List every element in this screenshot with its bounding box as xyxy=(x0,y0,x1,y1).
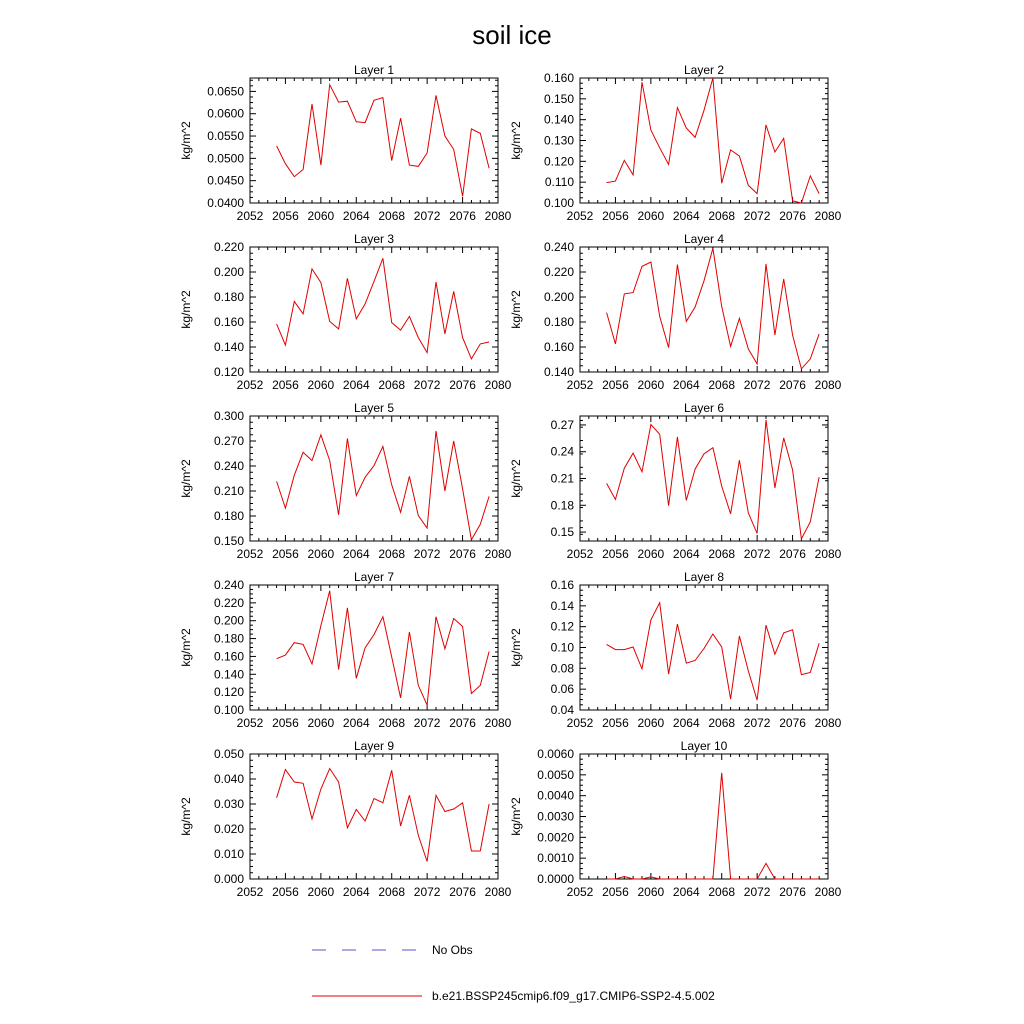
chart-panel-layer-3 xyxy=(179,232,512,392)
x-tick-label: 2076 xyxy=(779,547,806,561)
y-tick-label: 0.180 xyxy=(213,509,244,523)
panel-title: Layer 6 xyxy=(683,401,725,415)
y-tick-label: 0.0450 xyxy=(207,173,244,188)
x-tick-label: 2072 xyxy=(413,209,441,223)
x-tick-label: 2056 xyxy=(272,885,299,899)
x-tick-label: 2064 xyxy=(672,378,700,392)
x-tick-label: 2068 xyxy=(708,716,736,730)
x-tick-label: 2052 xyxy=(566,378,594,392)
y-tick-label: 0.21 xyxy=(550,471,574,486)
x-tick-label: 2052 xyxy=(236,716,264,730)
x-tick-label: 2080 xyxy=(484,885,512,899)
y-tick-label: 0.140 xyxy=(213,667,244,682)
y-tick-label: 0.140 xyxy=(543,112,574,127)
y-tick-label: 0.000 xyxy=(213,872,244,886)
panel-title: Layer 1 xyxy=(353,63,395,77)
plot-frame xyxy=(250,247,498,372)
y-axis-label: kg/m^2 xyxy=(179,459,193,498)
y-tick-label: 0.150 xyxy=(543,91,574,106)
x-tick-label: 2072 xyxy=(413,716,441,730)
y-axis-label: kg/m^2 xyxy=(179,290,193,329)
y-tick-label: 0.0060 xyxy=(537,747,574,761)
legend-label-model: b.e21.BSSP245cmip6.f09_g17.CMIP6-SSP2-4.5.002 xyxy=(432,989,715,1003)
y-tick-label: 0.200 xyxy=(213,265,244,279)
series-line xyxy=(607,78,820,203)
x-tick-label: 2068 xyxy=(708,378,736,392)
y-tick-label: 0.0020 xyxy=(537,830,574,845)
figure-title: soil ice xyxy=(472,20,552,50)
y-tick-label: 0.120 xyxy=(213,685,244,700)
x-tick-label: 2068 xyxy=(378,378,406,392)
y-tick-label: 0.160 xyxy=(543,71,574,85)
x-tick-label: 2076 xyxy=(779,378,806,392)
x-tick-label: 2060 xyxy=(637,378,665,392)
panel-title: Layer 4 xyxy=(683,232,725,246)
y-tick-label: 0.180 xyxy=(213,290,244,304)
y-tick-label: 0.180 xyxy=(213,631,244,646)
y-tick-label: 0.14 xyxy=(550,598,574,613)
series-line xyxy=(277,769,490,862)
y-tick-label: 0.020 xyxy=(213,822,244,836)
chart-panel-layer-6 xyxy=(509,401,842,561)
y-tick-label: 0.180 xyxy=(543,315,574,329)
y-tick-label: 0.030 xyxy=(213,797,244,811)
x-tick-label: 2056 xyxy=(602,885,629,899)
series-line xyxy=(607,420,820,539)
x-tick-label: 2076 xyxy=(779,716,806,730)
y-tick-label: 0.270 xyxy=(213,434,244,448)
y-tick-label: 0.160 xyxy=(543,340,574,354)
x-tick-label: 2080 xyxy=(814,885,842,899)
y-tick-label: 0.24 xyxy=(550,444,574,459)
chart-panel-layer-1 xyxy=(179,63,512,223)
y-tick-label: 0.160 xyxy=(213,649,244,664)
x-tick-label: 2080 xyxy=(484,716,512,730)
x-tick-label: 2076 xyxy=(449,209,476,223)
x-tick-label: 2060 xyxy=(307,547,335,561)
x-tick-label: 2068 xyxy=(378,547,406,561)
x-tick-label: 2080 xyxy=(814,209,842,223)
y-tick-label: 0.04 xyxy=(550,703,574,717)
y-tick-label: 0.0030 xyxy=(537,809,574,824)
x-tick-label: 2052 xyxy=(566,547,594,561)
panel-title: Layer 3 xyxy=(353,232,395,246)
x-tick-label: 2056 xyxy=(272,378,299,392)
y-tick-label: 0.15 xyxy=(550,525,574,540)
y-tick-label: 0.16 xyxy=(550,578,574,592)
y-tick-label: 0.300 xyxy=(213,409,244,423)
series-line xyxy=(607,248,820,369)
y-tick-label: 0.220 xyxy=(543,265,574,279)
y-axis-label: kg/m^2 xyxy=(509,459,523,498)
x-tick-label: 2060 xyxy=(637,885,665,899)
x-tick-label: 2080 xyxy=(814,716,842,730)
x-tick-label: 2056 xyxy=(602,209,629,223)
y-tick-label: 0.10 xyxy=(550,640,574,655)
x-tick-label: 2068 xyxy=(708,885,736,899)
plot-frame xyxy=(250,585,498,710)
y-tick-label: 0.0000 xyxy=(537,872,574,886)
chart-panel-layer-5 xyxy=(179,401,512,561)
y-tick-label: 0.0650 xyxy=(207,84,244,99)
x-tick-label: 2060 xyxy=(307,716,335,730)
x-tick-label: 2060 xyxy=(307,209,335,223)
x-tick-label: 2080 xyxy=(814,378,842,392)
y-axis-label: kg/m^2 xyxy=(179,628,193,667)
x-tick-label: 2068 xyxy=(708,547,736,561)
chart-panel-layer-2 xyxy=(509,63,842,223)
x-tick-label: 2052 xyxy=(566,716,594,730)
x-tick-label: 2056 xyxy=(602,716,629,730)
y-axis-label: kg/m^2 xyxy=(179,797,193,836)
y-tick-label: 0.210 xyxy=(213,484,244,498)
x-tick-label: 2052 xyxy=(236,209,264,223)
plot-frame xyxy=(580,78,828,203)
x-tick-label: 2076 xyxy=(449,378,476,392)
chart-panel-layer-9 xyxy=(179,739,512,899)
series-line xyxy=(277,431,490,540)
x-tick-label: 2064 xyxy=(672,547,700,561)
y-tick-label: 0.140 xyxy=(213,340,244,354)
x-tick-label: 2072 xyxy=(413,547,441,561)
y-tick-label: 0.130 xyxy=(543,133,574,148)
series-line xyxy=(607,773,820,879)
y-tick-label: 0.100 xyxy=(213,703,244,717)
y-tick-label: 0.200 xyxy=(543,290,574,304)
y-tick-label: 0.240 xyxy=(213,459,244,473)
x-tick-label: 2064 xyxy=(342,547,370,561)
panel-title: Layer 2 xyxy=(683,63,725,77)
x-tick-label: 2072 xyxy=(413,378,441,392)
x-tick-label: 2060 xyxy=(637,209,665,223)
x-tick-label: 2060 xyxy=(637,547,665,561)
x-tick-label: 2064 xyxy=(342,885,370,899)
x-tick-label: 2072 xyxy=(743,716,771,730)
y-tick-label: 0.240 xyxy=(543,240,574,254)
y-tick-label: 0.160 xyxy=(213,315,244,329)
series-line xyxy=(607,603,820,700)
chart-panel-layer-10 xyxy=(509,739,842,899)
x-tick-label: 2072 xyxy=(743,378,771,392)
x-tick-label: 2072 xyxy=(743,547,771,561)
plot-frame xyxy=(580,585,828,710)
y-tick-label: 0.010 xyxy=(213,847,244,861)
y-axis-label: kg/m^2 xyxy=(509,628,523,667)
y-tick-label: 0.120 xyxy=(543,154,574,169)
y-tick-label: 0.050 xyxy=(213,747,244,761)
panel-title: Layer 10 xyxy=(680,739,728,753)
series-line xyxy=(277,258,490,359)
x-tick-label: 2072 xyxy=(743,885,771,899)
y-tick-label: 0.0040 xyxy=(537,788,574,803)
series-line xyxy=(277,591,490,705)
x-tick-label: 2068 xyxy=(378,209,406,223)
x-tick-label: 2064 xyxy=(672,209,700,223)
chart-panel-layer-7 xyxy=(179,570,512,730)
panel-title: Layer 5 xyxy=(353,401,395,415)
y-tick-label: 0.18 xyxy=(550,498,574,513)
y-tick-label: 0.0010 xyxy=(537,851,574,866)
panel-title: Layer 7 xyxy=(353,570,395,584)
y-axis-label: kg/m^2 xyxy=(179,121,193,160)
x-tick-label: 2052 xyxy=(236,885,264,899)
x-tick-label: 2076 xyxy=(779,885,806,899)
x-tick-label: 2064 xyxy=(342,209,370,223)
x-tick-label: 2076 xyxy=(449,885,476,899)
panels xyxy=(179,63,842,899)
legend-label-no-obs: No Obs xyxy=(432,943,473,957)
y-axis-label: kg/m^2 xyxy=(509,290,523,329)
y-tick-label: 0.27 xyxy=(550,417,574,432)
x-tick-label: 2052 xyxy=(566,209,594,223)
x-tick-label: 2080 xyxy=(484,378,512,392)
x-tick-label: 2076 xyxy=(449,547,476,561)
legend xyxy=(312,943,715,1003)
x-tick-label: 2080 xyxy=(814,547,842,561)
x-tick-label: 2056 xyxy=(272,716,299,730)
x-tick-label: 2068 xyxy=(378,716,406,730)
x-tick-label: 2056 xyxy=(272,209,299,223)
x-tick-label: 2056 xyxy=(602,547,629,561)
y-tick-label: 0.0600 xyxy=(207,106,244,121)
x-tick-label: 2072 xyxy=(413,885,441,899)
x-tick-label: 2060 xyxy=(307,378,335,392)
x-tick-label: 2052 xyxy=(236,547,264,561)
y-tick-label: 0.140 xyxy=(543,365,574,379)
y-axis-label: kg/m^2 xyxy=(509,121,523,160)
y-tick-label: 0.220 xyxy=(213,595,244,610)
y-tick-label: 0.0050 xyxy=(537,767,574,782)
chart-panel-layer-4 xyxy=(509,232,842,392)
panel-title: Layer 8 xyxy=(683,570,725,584)
x-tick-label: 2080 xyxy=(484,209,512,223)
x-tick-label: 2056 xyxy=(602,378,629,392)
x-tick-label: 2080 xyxy=(484,547,512,561)
x-tick-label: 2064 xyxy=(342,378,370,392)
x-tick-label: 2064 xyxy=(672,716,700,730)
plot-frame xyxy=(580,416,828,541)
y-tick-label: 0.0400 xyxy=(207,196,244,210)
x-tick-label: 2060 xyxy=(637,716,665,730)
y-tick-label: 0.110 xyxy=(544,175,574,190)
y-axis-label: kg/m^2 xyxy=(509,797,523,836)
x-tick-label: 2076 xyxy=(779,209,806,223)
y-tick-label: 0.220 xyxy=(213,240,244,254)
y-tick-label: 0.200 xyxy=(213,613,244,628)
series-line xyxy=(277,85,490,197)
x-tick-label: 2076 xyxy=(449,716,476,730)
y-tick-label: 0.12 xyxy=(550,619,574,634)
x-tick-label: 2064 xyxy=(672,885,700,899)
y-tick-label: 0.06 xyxy=(550,682,574,697)
y-tick-label: 0.08 xyxy=(550,661,574,676)
y-tick-label: 0.100 xyxy=(543,196,574,210)
plot-frame xyxy=(580,247,828,372)
y-tick-label: 0.150 xyxy=(213,534,244,548)
x-tick-label: 2052 xyxy=(236,378,264,392)
y-tick-label: 0.0500 xyxy=(207,151,244,166)
x-tick-label: 2060 xyxy=(307,885,335,899)
x-tick-label: 2064 xyxy=(342,716,370,730)
x-tick-label: 2068 xyxy=(708,209,736,223)
x-tick-label: 2052 xyxy=(566,885,594,899)
x-tick-label: 2072 xyxy=(743,209,771,223)
y-tick-label: 0.040 xyxy=(213,772,244,786)
y-tick-label: 0.240 xyxy=(213,578,244,592)
x-tick-label: 2068 xyxy=(378,885,406,899)
y-tick-label: 0.0550 xyxy=(207,129,244,144)
x-tick-label: 2056 xyxy=(272,547,299,561)
y-tick-label: 0.120 xyxy=(213,365,244,379)
panel-title: Layer 9 xyxy=(353,739,395,753)
chart-panel-layer-8 xyxy=(509,570,842,730)
plot-frame xyxy=(580,754,828,879)
